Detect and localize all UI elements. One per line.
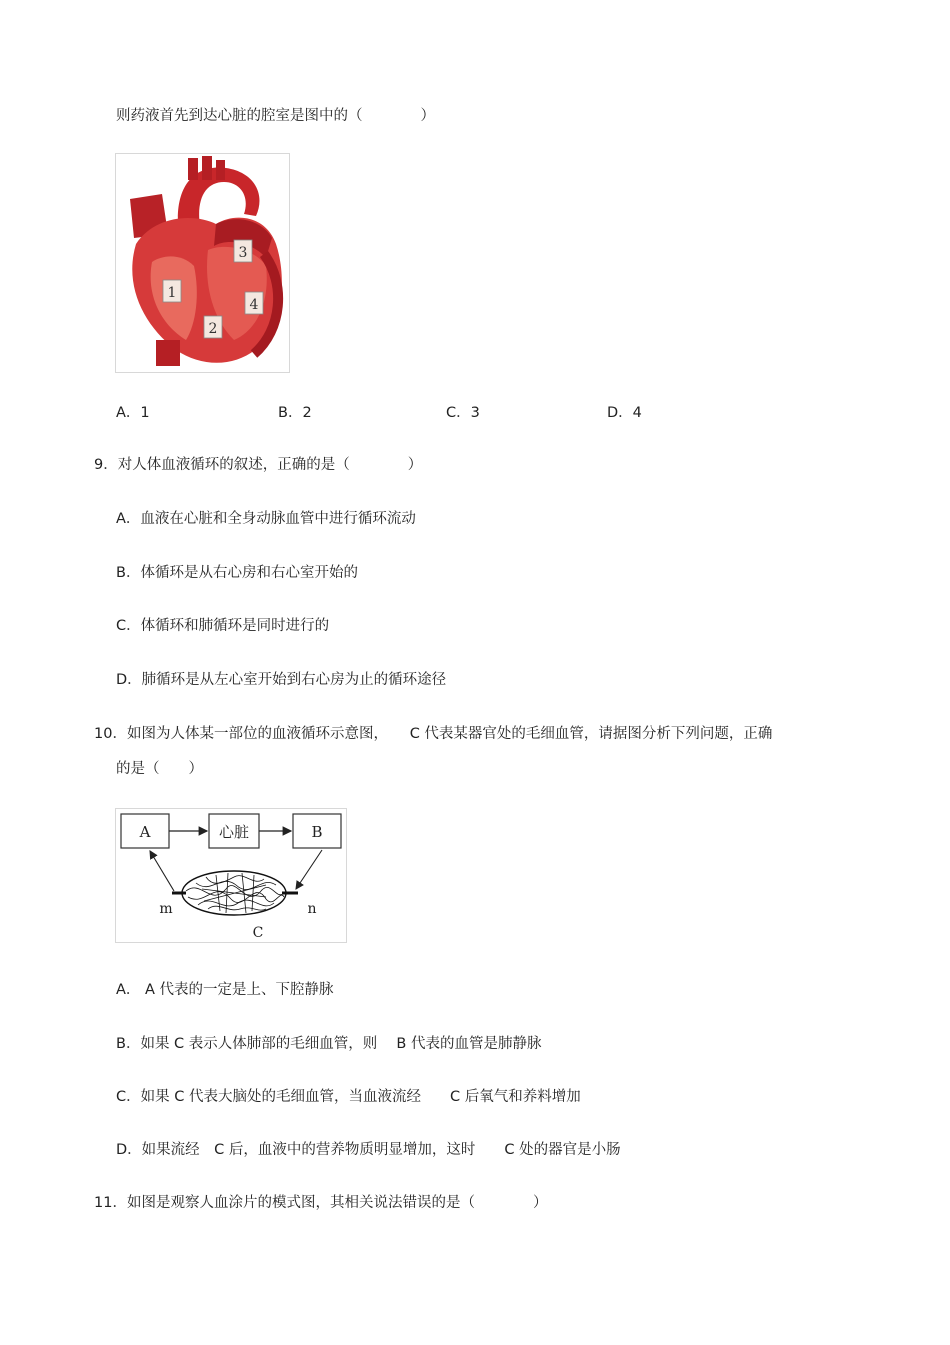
box-heart-label: 心脏	[218, 823, 250, 841]
q8-option-c: C．3	[446, 405, 480, 421]
heart-label-4: 4	[249, 297, 259, 313]
circulation-diagram	[116, 809, 346, 942]
heart-label-2: 2	[208, 321, 218, 337]
q8-option-a: A．1	[116, 405, 150, 421]
box-a-label: A	[139, 823, 151, 841]
label-m: m	[159, 901, 173, 917]
q8-stem: 则药液首先到达心脏的腔室是图中的（ ）	[116, 108, 435, 124]
heart-diagram	[116, 154, 289, 372]
box-b-label: B	[311, 823, 323, 841]
q10-option-b: B．如果 C 表示人体肺部的毛细血管，则 B 代表的血管是肺静脉	[116, 1036, 542, 1052]
q10-stem-line2: 的是（ ）	[116, 761, 203, 777]
q9-stem: 9．对人体血液循环的叙述，正确的是（ ）	[94, 457, 423, 473]
capillary-network	[182, 871, 286, 915]
circulation-figure	[115, 808, 347, 943]
q10-option-a: A． A 代表的一定是上、下腔静脉	[116, 982, 334, 998]
label-c: C	[252, 925, 264, 941]
q9-option-b: B．体循环是从右心房和右心室开始的	[116, 565, 358, 581]
q9-option-d: D．肺循环是从左心室开始到右心房为止的循环途径	[116, 672, 447, 688]
heart-figure	[115, 153, 290, 373]
label-n: n	[307, 901, 317, 917]
heart-label-1: 1	[167, 285, 177, 301]
q10-stem-line1: 10．如图为人体某一部位的血液循环示意图， C 代表某器官处的毛细血管，请据图分析下列问题，正确	[94, 726, 773, 742]
q8-option-d: D．4	[607, 405, 642, 421]
q9-option-a: A．血液在心脏和全身动脉血管中进行循环流动	[116, 511, 416, 527]
q8-option-b: B．2	[278, 405, 312, 421]
q11-stem: 11．如图是观察人血涂片的模式图，其相关说法错误的是（ ）	[94, 1195, 548, 1211]
q10-option-c: C．如果 C 代表大脑处的毛细血管，当血液流经 C 后氧气和养料增加	[116, 1089, 581, 1105]
q10-option-d: D．如果流经 C 后，血液中的营养物质明显增加，这时 C 处的器官是小肠	[116, 1142, 621, 1158]
q9-option-c: C．体循环和肺循环是同时进行的	[116, 618, 330, 634]
heart-label-3: 3	[238, 245, 248, 261]
